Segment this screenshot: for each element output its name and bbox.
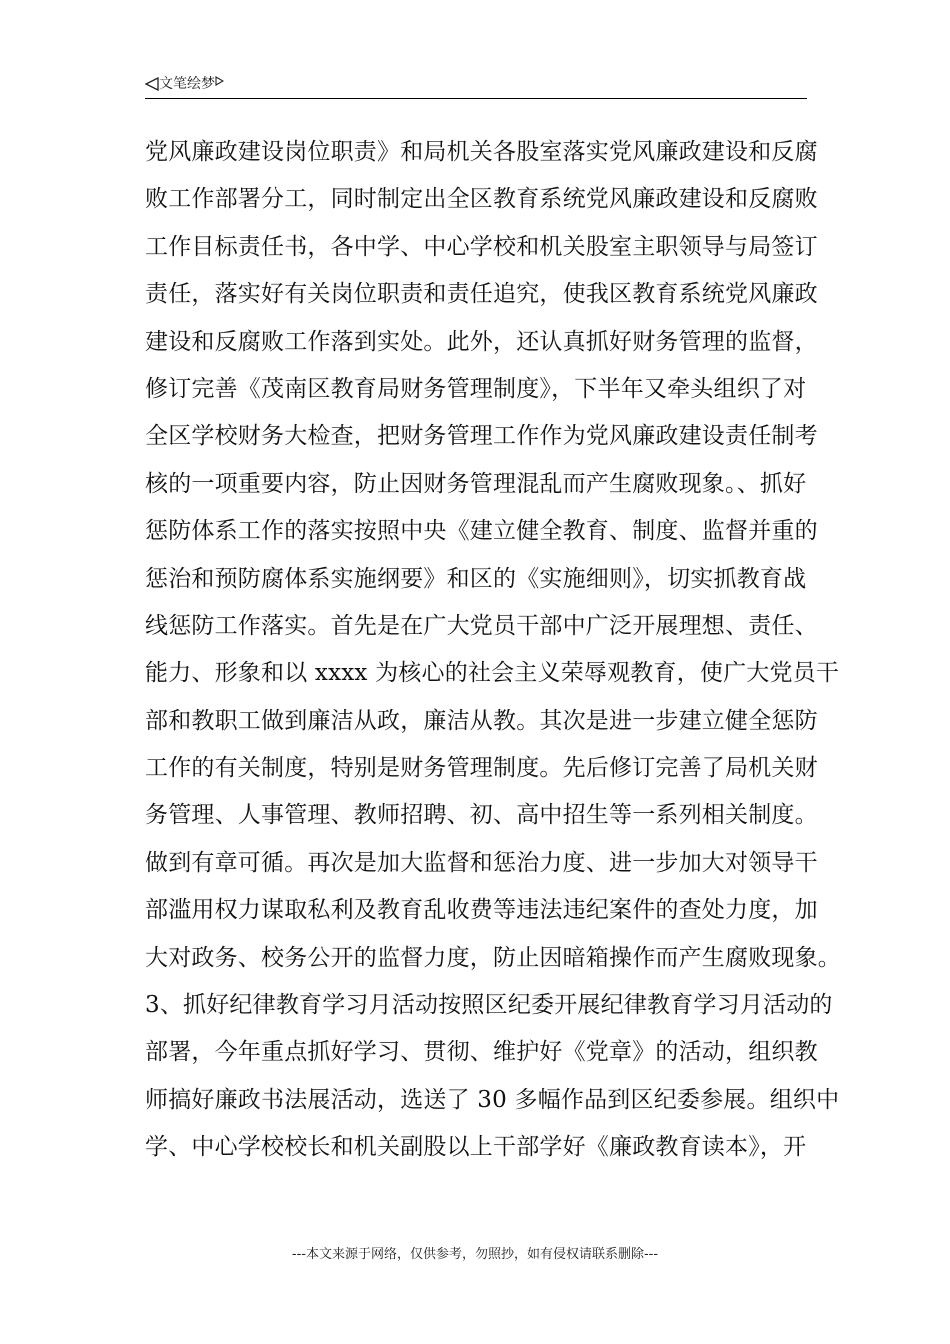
header-brand	[145, 74, 224, 94]
text-line: 惩治和预防腐体系实施纲要》和区的《实施细则》，切实抓教育战	[145, 565, 807, 592]
text-line: 学、中心学校校长和机关副股以上干部学好《廉政教育读本》，开	[145, 1134, 807, 1161]
text-line: 3、抓好纪律教育学习月活动按照区纪委开展纪律教育学习月活动的	[145, 992, 833, 1019]
text-line: 务管理、人事管理、教师招聘、初、高中招生等一系列相关制度。	[145, 802, 818, 829]
text-line: 败工作部署分工，同时制定出全区教育系统党风廉政建设和反腐败	[145, 186, 818, 213]
text-line: 师搞好廉政书法展活动，选送了 30 多幅作品到区纪委参展。组织中	[145, 1086, 840, 1113]
text-line: 责任，落实好有关岗位职责和责任追究，使我区教育系统党风廉政	[145, 281, 818, 308]
right-triangle-icon	[215, 76, 224, 86]
document-body	[145, 133, 841, 1176]
text-line: 党风廉政建设岗位职责》和局机关各股室落实党风廉政建设和反腐	[145, 139, 818, 165]
text-line: 线惩防工作落实。首先是在广大党员干部中广泛开展理想、责任、	[145, 612, 818, 639]
text-line: 部署，今年重点抓好学习、贯彻、维护好《党章》的活动，组织教	[145, 1039, 818, 1066]
header-brand-text: 文笔绘梦	[159, 76, 215, 92]
text-line: 全区学校财务大检查，把财务管理工作作为党风廉政建设责任制考	[145, 423, 818, 450]
page-header	[145, 74, 807, 99]
text-line: 部和教职工做到廉洁从政，廉洁从教。其次是进一步建立健全惩防	[145, 707, 818, 734]
text-line: 做到有章可循。再次是加大监督和惩治力度、进一步加大对领导干	[145, 849, 818, 876]
text-line: 惩防体系工作的落实按照中央《建立健全教育、制度、监督并重的	[145, 518, 818, 545]
text-line: 能力、形象和以 xxxx 为核心的社会主义荣辱观教育，使广大党员干	[145, 660, 840, 687]
text-line: 大对政务、校务公开的监督力度，防止因暗箱操作而产生腐败现象。	[145, 944, 841, 971]
footer-note: ---本文来源于网络，仅供参考，勿照抄，如有侵权请联系删除---	[291, 1247, 659, 1262]
left-triangle-icon	[145, 77, 159, 91]
text-line: 修订完善《茂南区教育局财务管理制度》，下半年又牵头组织了对	[145, 375, 807, 402]
text-line: 工作的有关制度，特别是财务管理制度。先后修订完善了局机关财	[145, 755, 818, 782]
text-line: 工作目标责任书，各中学、中心学校和机关股室主职领导与局签订	[145, 233, 818, 260]
text-line: 核的一项重要内容，防止因财务管理混乱而产生腐败现象。、抓好	[145, 470, 807, 497]
text-line: 部滥用权力谋取私利及教育乱收费等违法违纪案件的查处力度，加	[145, 897, 818, 924]
text-line: 建设和反腐败工作落到实处。此外，还认真抓好财务管理的监督，	[145, 328, 818, 355]
